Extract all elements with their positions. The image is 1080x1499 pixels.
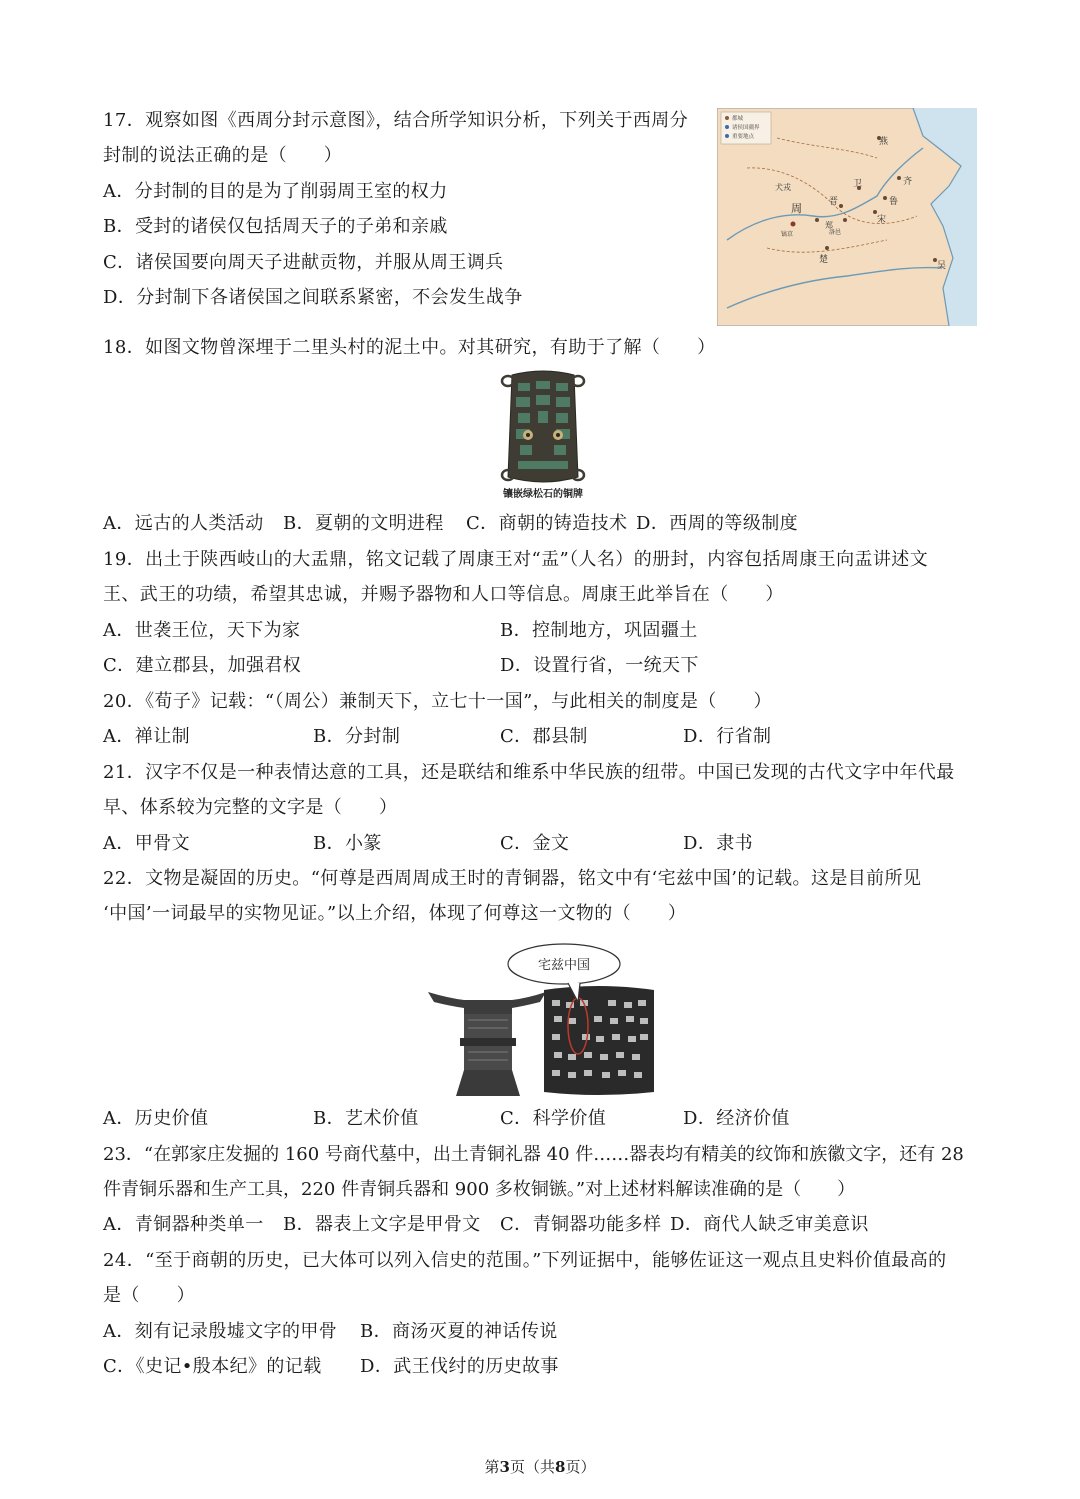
q19-stem-line2: 王、武王的功绩，希望其忠诚，并赐予器物和人口等信息。周康王此举旨在（ ） (103, 584, 784, 605)
legend-border: 诸侯国疆界 (732, 125, 760, 131)
he-zun-vessel (428, 992, 546, 1096)
q21-stem-line2: 早、体系较为完整的文字是（ ） (103, 797, 398, 818)
q18-option-d: D．西周的等级制度 (636, 513, 799, 534)
map-label-wu: 吴 (937, 261, 947, 271)
legend-capital: 都城 (732, 116, 744, 122)
map-label-lu: 鲁 (889, 197, 899, 207)
q18-option-c: C．商朝的铸造技术 (466, 513, 628, 534)
q22-stem-line1: 22．文物是凝固的历史。“何尊是西周周成王时的青铜器，铭文中有‘宅兹中国’的记载。这是目前所见 (103, 868, 922, 889)
q24-stem-line1: 24．“至于商朝的历史，已大体可以列入信史的范围。”下列证据中，能够佐证这一观点且史料价值最高的 (103, 1250, 947, 1271)
q18-stem: 18．如图文物曾深埋于二里头村的泥土中。对其研究，有助于了解（ ） (103, 337, 716, 358)
map-label-zheng: 郑 (825, 221, 833, 230)
footer-mid: 页（共 (509, 1458, 555, 1476)
footer-page-number: 3 (499, 1458, 510, 1476)
map-label-chu: 楚 (819, 255, 829, 265)
q19-stem-line1: 19．出土于陕西岐山的大盂鼎，铭文记载了周康王对“盂”（人名）的册封，内容包括周康王向盂讲述文 (103, 549, 929, 570)
q18-option-b: B．夏朝的文明进程 (283, 513, 444, 534)
legend-place: 重要地点 (732, 134, 755, 140)
q21-stem-line1: 21．汉字不仅是一种表情达意的工具，还是联结和维系中华民族的纽带。中国已发现的古代文字中年代最 (103, 762, 955, 783)
q17-stem-line1: 17．观察如图《西周分封示意图》，结合所学知识分析，下列关于西周分 (103, 110, 689, 131)
map-label-qi: 齐 (903, 177, 913, 187)
plaque-caption: 镶嵌绿松石的铜牌 (503, 489, 583, 499)
q21-option-a: A．甲骨文 (103, 833, 190, 854)
map-label-quanrong: 犬戎 (775, 183, 791, 192)
q17-option-c: C．诸侯国要向周天子进献贡物，并服从周王调兵 (103, 252, 504, 273)
q21-option-b: B．小篆 (313, 833, 382, 854)
footer-prefix: 第 (484, 1458, 500, 1476)
western-zhou-map (717, 108, 977, 326)
map-label-zhou: 周 (791, 202, 802, 215)
q24-option-a: A．刻有记录殷墟文字的甲骨 (103, 1321, 338, 1342)
map-label-luoyi: 洛邑 (829, 229, 842, 236)
q24-option-d: D．武王伐纣的历史故事 (360, 1356, 559, 1377)
map-label-yan: 燕 (879, 137, 889, 147)
turquoise-bronze-plaque (498, 369, 588, 499)
q22-option-b: B．艺术价值 (313, 1108, 419, 1129)
footer-suffix: 页） (565, 1458, 596, 1476)
q23-option-d: D．商代人缺乏审美意识 (670, 1214, 869, 1235)
q22-stem-line2: ‘中国’一词最早的实物见证。”以上介绍，体现了何尊这一文物的（ ） (103, 903, 687, 924)
q23-option-b: B．器表上文字是甲骨文 (283, 1214, 481, 1235)
q20-option-b: B．分封制 (313, 726, 401, 747)
map-label-song: 宋 (877, 215, 887, 225)
q24-stem-line2: 是（ ） (103, 1285, 195, 1306)
q22-option-c: C．科学价值 (500, 1108, 607, 1129)
page-footer (0, 1456, 1080, 1477)
q24-option-b: B．商汤灭夏的神话传说 (360, 1321, 558, 1342)
q17-option-b: B．受封的诸侯仅包括周天子的子弟和亲戚 (103, 216, 448, 237)
q23-stem-line1: 23．“在郭家庄发掘的 160 号商代墓中，出土青铜礼器 40 件……器表均有精美的纹饰和族徽文字，还有 28 (103, 1144, 964, 1165)
q20-option-d: D．行省制 (683, 726, 772, 747)
map-label-jin: 晋 (829, 197, 839, 207)
q19-option-b: B．控制地方，巩固疆土 (500, 620, 698, 641)
he-zun-figure (428, 940, 658, 1098)
q19-option-d: D．设置行省，一统天下 (500, 655, 699, 676)
q17-option-a: A．分封制的目的是为了削弱周王室的权力 (103, 181, 448, 202)
q21-option-d: D．隶书 (683, 833, 754, 854)
q23-option-c: C．青铜器功能多样 (500, 1214, 662, 1235)
q22-option-a: A．历史价值 (103, 1108, 209, 1129)
q20-stem: 20．《荀子》记载：“（周公）兼制天下，立七十一国”，与此相关的制度是（ ） (103, 691, 772, 712)
bubble-text: 宅兹中国 (537, 958, 591, 973)
map-label-wei: 卫 (853, 179, 863, 189)
q19-option-c: C．建立郡县，加强君权 (103, 655, 302, 676)
q19-option-a: A．世袭王位，天下为家 (103, 620, 301, 641)
q17-stem-line2: 封制的说法正确的是（ ） (103, 145, 343, 166)
q20-option-c: C．郡县制 (500, 726, 588, 747)
q22-option-d: D．经济价值 (683, 1108, 790, 1129)
q18-option-a: A．远古的人类活动 (103, 513, 264, 534)
q17-option-d: D．分封制下各诸侯国之间联系紧密，不会发生战争 (103, 287, 523, 308)
q23-stem-line2: 件青铜乐器和生产工具，220 件青铜兵器和 900 多枚铜镞。”对上述材料解读准确的是（ ） (103, 1179, 856, 1200)
q23-option-a: A．青铜器种类单一 (103, 1214, 264, 1235)
map-label-haojing: 镐京 (781, 231, 794, 238)
footer-total-pages: 8 (555, 1458, 566, 1476)
q21-option-c: C．金文 (500, 833, 570, 854)
q20-option-a: A．禅让制 (103, 726, 190, 747)
inscription-rubbing (544, 986, 654, 1095)
q24-option-c: C．《史记•殷本纪》的记载 (103, 1356, 322, 1377)
